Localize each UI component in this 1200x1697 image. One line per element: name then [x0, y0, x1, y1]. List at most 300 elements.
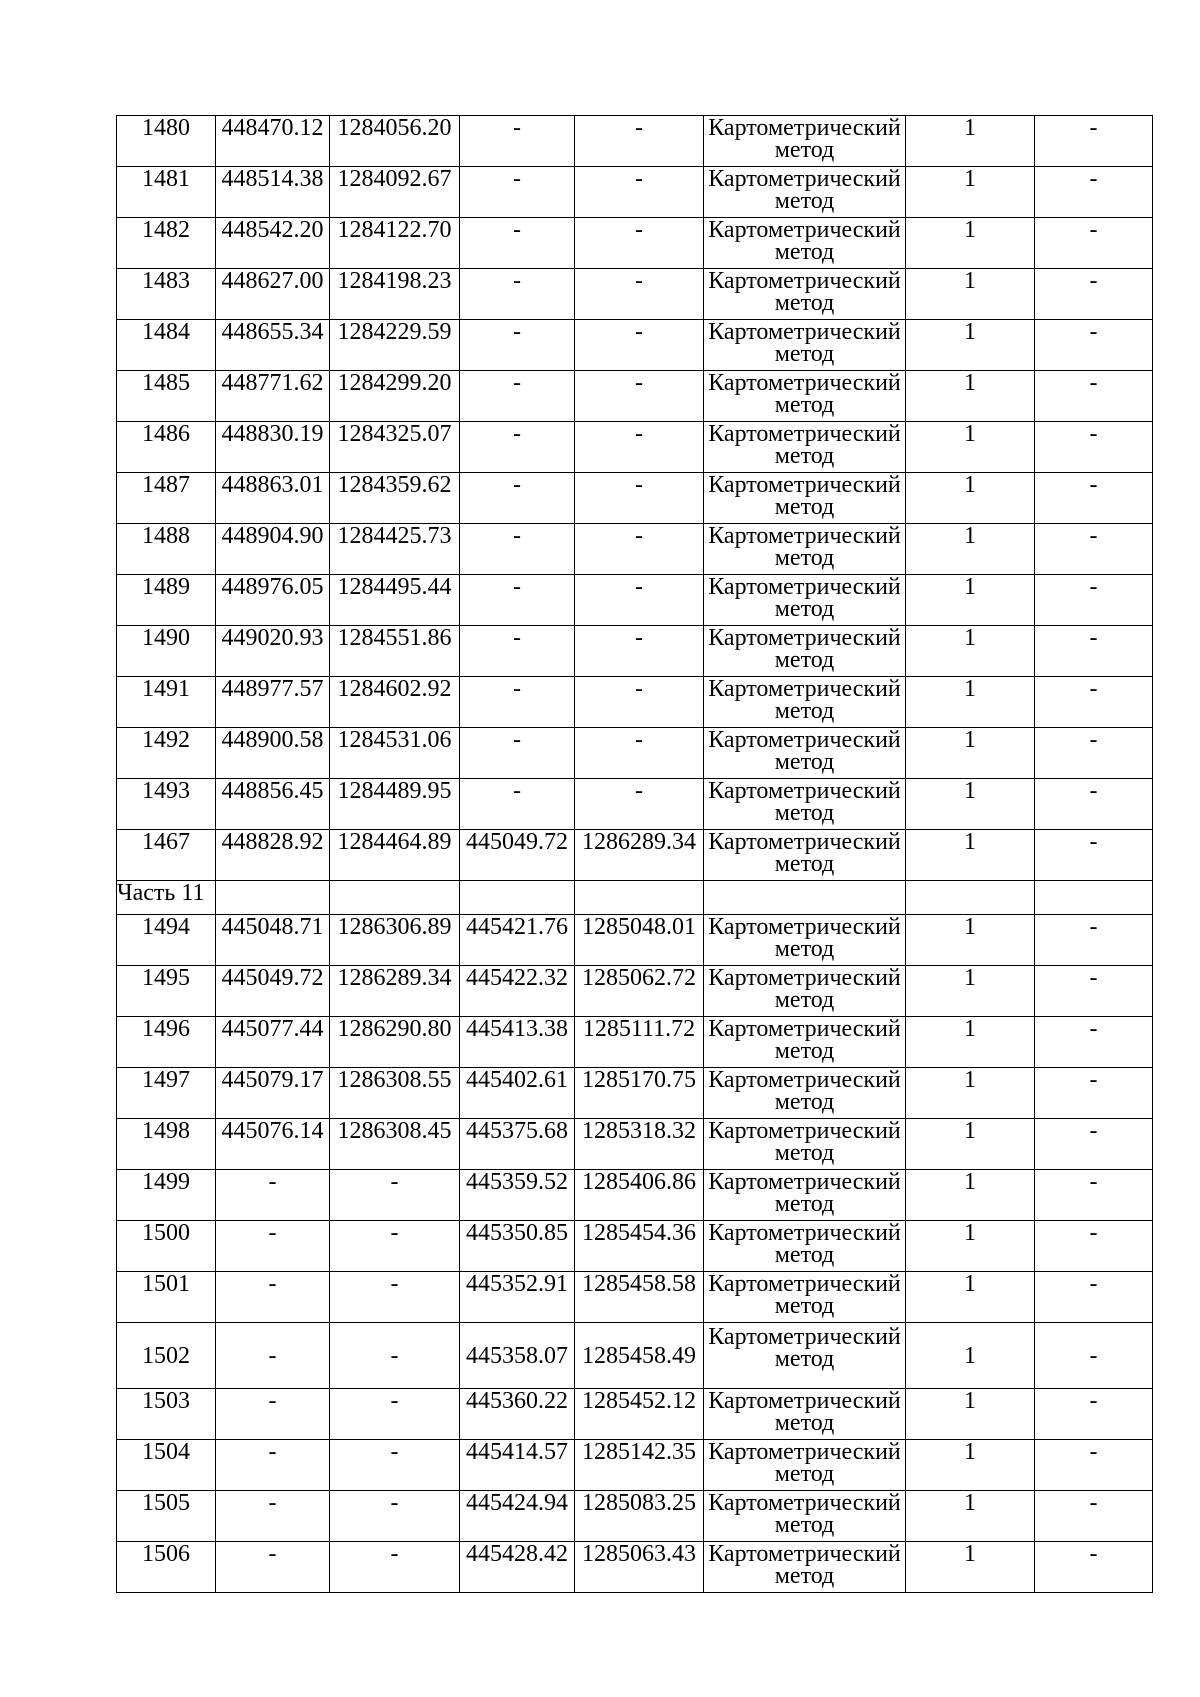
- table-row: [117, 167, 1153, 218]
- precision-cell: 1: [906, 1491, 1035, 1542]
- x-new-cell: 445359.52: [460, 1170, 575, 1221]
- empty-cell: [575, 881, 704, 915]
- point-number-cell: 1491: [117, 677, 216, 728]
- precision-cell: 1: [906, 626, 1035, 677]
- note-cell: -: [1035, 371, 1153, 422]
- method-line-1: Картометрический: [708, 914, 901, 940]
- method-cell: [704, 575, 906, 626]
- method-cell: [704, 1440, 906, 1491]
- precision-cell: 1: [906, 677, 1035, 728]
- y-old-cell: 1284551.86: [330, 626, 460, 677]
- note-cell: -: [1035, 269, 1153, 320]
- y-new-cell: 1285170.75: [575, 1068, 704, 1119]
- x-new-cell: -: [460, 677, 575, 728]
- table-row: [117, 218, 1153, 269]
- table-row: [117, 1389, 1153, 1440]
- x-new-cell: 445358.07: [460, 1323, 575, 1389]
- y-new-cell: 1285142.35: [575, 1440, 704, 1491]
- point-number-cell: 1480: [117, 116, 216, 167]
- x-old-cell: 445076.14: [216, 1119, 330, 1170]
- method-cell: [704, 966, 906, 1017]
- x-new-cell: -: [460, 167, 575, 218]
- y-new-cell: 1285063.43: [575, 1542, 704, 1593]
- x-new-cell: 445414.57: [460, 1440, 575, 1491]
- method-line-1: Картометрический: [708, 574, 901, 600]
- method-line-2: метод: [774, 1140, 835, 1166]
- method-cell: [704, 473, 906, 524]
- x-old-cell: -: [216, 1323, 330, 1389]
- method-line-2: метод: [774, 800, 835, 826]
- y-old-cell: 1286306.89: [330, 915, 460, 966]
- point-number-cell: 1485: [117, 371, 216, 422]
- precision-cell: 1: [906, 116, 1035, 167]
- point-number-cell: 1506: [117, 1542, 216, 1593]
- table-section-row: [117, 881, 1153, 915]
- method-line-2: метод: [774, 647, 835, 673]
- method-cell: [704, 626, 906, 677]
- method-line-1: Картометрический: [708, 829, 901, 855]
- method-line-2: метод: [774, 545, 835, 571]
- method-line-1: Картометрический: [708, 115, 901, 141]
- y-new-cell: -: [575, 473, 704, 524]
- method-cell: [704, 524, 906, 575]
- empty-cell: [1035, 881, 1153, 915]
- method-line-2: метод: [774, 1191, 835, 1217]
- point-number-cell: 1484: [117, 320, 216, 371]
- precision-cell: 1: [906, 1323, 1035, 1389]
- table-row: [117, 966, 1153, 1017]
- y-new-cell: 1285111.72: [575, 1017, 704, 1068]
- y-old-cell: -: [330, 1221, 460, 1272]
- precision-cell: 1: [906, 269, 1035, 320]
- note-cell: -: [1035, 1017, 1153, 1068]
- x-new-cell: 445360.22: [460, 1389, 575, 1440]
- point-number-cell: 1498: [117, 1119, 216, 1170]
- point-number-cell: 1467: [117, 830, 216, 881]
- note-cell: -: [1035, 830, 1153, 881]
- method-line-1: Картометрический: [708, 1067, 901, 1093]
- y-new-cell: -: [575, 422, 704, 473]
- table-row: [117, 728, 1153, 779]
- y-old-cell: 1284092.67: [330, 167, 460, 218]
- y-old-cell: 1284495.44: [330, 575, 460, 626]
- method-line-1: Картометрический: [708, 1220, 901, 1246]
- point-number-cell: 1483: [117, 269, 216, 320]
- method-line-1: Картометрический: [708, 472, 901, 498]
- method-line-2: метод: [774, 1563, 835, 1589]
- method-line-1: Картометрический: [708, 421, 901, 447]
- method-line-2: метод: [774, 341, 835, 367]
- x-new-cell: 445428.42: [460, 1542, 575, 1593]
- method-cell: [704, 167, 906, 218]
- x-new-cell: 445413.38: [460, 1017, 575, 1068]
- method-cell: [704, 269, 906, 320]
- note-cell: -: [1035, 1221, 1153, 1272]
- y-new-cell: 1285458.58: [575, 1272, 704, 1323]
- section-label: Часть 11: [117, 881, 216, 915]
- precision-cell: 1: [906, 1170, 1035, 1221]
- x-old-cell: 448830.19: [216, 422, 330, 473]
- method-cell: [704, 1491, 906, 1542]
- point-number-cell: 1493: [117, 779, 216, 830]
- x-new-cell: -: [460, 728, 575, 779]
- note-cell: -: [1035, 1323, 1153, 1389]
- method-line-1: Картометрический: [708, 778, 901, 804]
- method-cell: [704, 1068, 906, 1119]
- x-old-cell: 449020.93: [216, 626, 330, 677]
- x-new-cell: 445421.76: [460, 915, 575, 966]
- table-row: [117, 1119, 1153, 1170]
- note-cell: -: [1035, 1068, 1153, 1119]
- precision-cell: 1: [906, 830, 1035, 881]
- method-cell: [704, 1323, 906, 1389]
- point-number-cell: 1481: [117, 167, 216, 218]
- precision-cell: 1: [906, 966, 1035, 1017]
- method-line-1: Картометрический: [708, 1324, 901, 1350]
- table-row: [117, 269, 1153, 320]
- y-old-cell: 1284359.62: [330, 473, 460, 524]
- point-number-cell: 1501: [117, 1272, 216, 1323]
- x-new-cell: 445350.85: [460, 1221, 575, 1272]
- method-line-2: метод: [774, 239, 835, 265]
- method-line-1: Картометрический: [708, 268, 901, 294]
- x-old-cell: 448856.45: [216, 779, 330, 830]
- note-cell: -: [1035, 1119, 1153, 1170]
- point-number-cell: 1482: [117, 218, 216, 269]
- point-number-cell: 1503: [117, 1389, 216, 1440]
- y-old-cell: 1284122.70: [330, 218, 460, 269]
- y-new-cell: 1285452.12: [575, 1389, 704, 1440]
- x-new-cell: -: [460, 320, 575, 371]
- point-number-cell: 1486: [117, 422, 216, 473]
- note-cell: -: [1035, 626, 1153, 677]
- method-cell: [704, 1221, 906, 1272]
- method-line-1: Картометрический: [708, 1388, 901, 1414]
- point-number-cell: 1495: [117, 966, 216, 1017]
- table-row: [117, 677, 1153, 728]
- precision-cell: 1: [906, 1389, 1035, 1440]
- x-new-cell: 445352.91: [460, 1272, 575, 1323]
- note-cell: -: [1035, 1389, 1153, 1440]
- method-line-1: Картометрический: [708, 1118, 901, 1144]
- method-line-2: метод: [774, 1242, 835, 1268]
- precision-cell: 1: [906, 1017, 1035, 1068]
- method-cell: [704, 1272, 906, 1323]
- method-line-1: Картометрический: [708, 676, 901, 702]
- method-cell: [704, 1170, 906, 1221]
- x-old-cell: 448655.34: [216, 320, 330, 371]
- table-row: [117, 320, 1153, 371]
- table-body: [117, 116, 1153, 1593]
- method-line-1: Картометрический: [708, 1169, 901, 1195]
- precision-cell: 1: [906, 1068, 1035, 1119]
- x-new-cell: -: [460, 779, 575, 830]
- x-old-cell: 448863.01: [216, 473, 330, 524]
- x-old-cell: 445048.71: [216, 915, 330, 966]
- y-old-cell: 1284464.89: [330, 830, 460, 881]
- point-number-cell: 1490: [117, 626, 216, 677]
- empty-cell: [460, 881, 575, 915]
- note-cell: -: [1035, 966, 1153, 1017]
- precision-cell: 1: [906, 1440, 1035, 1491]
- x-new-cell: 445375.68: [460, 1119, 575, 1170]
- table-row: [117, 779, 1153, 830]
- method-cell: [704, 830, 906, 881]
- x-new-cell: -: [460, 371, 575, 422]
- empty-cell: [330, 881, 460, 915]
- point-number-cell: 1496: [117, 1017, 216, 1068]
- y-old-cell: 1284489.95: [330, 779, 460, 830]
- table-row: [117, 371, 1153, 422]
- coordinates-table: [116, 115, 1153, 1593]
- y-old-cell: -: [330, 1491, 460, 1542]
- method-line-1: Картометрический: [708, 523, 901, 549]
- precision-cell: 1: [906, 524, 1035, 575]
- note-cell: -: [1035, 1170, 1153, 1221]
- note-cell: -: [1035, 218, 1153, 269]
- precision-cell: 1: [906, 167, 1035, 218]
- method-line-2: метод: [774, 698, 835, 724]
- point-number-cell: 1487: [117, 473, 216, 524]
- method-line-2: метод: [774, 1512, 835, 1538]
- y-new-cell: -: [575, 320, 704, 371]
- method-cell: [704, 371, 906, 422]
- y-new-cell: -: [575, 728, 704, 779]
- method-cell: [704, 677, 906, 728]
- y-new-cell: -: [575, 218, 704, 269]
- x-new-cell: 445402.61: [460, 1068, 575, 1119]
- method-line-2: метод: [774, 987, 835, 1013]
- table-row: [117, 1542, 1153, 1593]
- x-new-cell: -: [460, 626, 575, 677]
- method-line-1: Картометрический: [708, 166, 901, 192]
- x-new-cell: -: [460, 473, 575, 524]
- method-line-2: метод: [774, 392, 835, 418]
- x-old-cell: 445049.72: [216, 966, 330, 1017]
- precision-cell: 1: [906, 1221, 1035, 1272]
- method-line-2: метод: [774, 1089, 835, 1115]
- method-line-2: метод: [774, 851, 835, 877]
- y-new-cell: -: [575, 626, 704, 677]
- point-number-cell: 1489: [117, 575, 216, 626]
- note-cell: -: [1035, 1272, 1153, 1323]
- x-old-cell: 445077.44: [216, 1017, 330, 1068]
- method-line-1: Картометрический: [708, 625, 901, 651]
- x-old-cell: -: [216, 1272, 330, 1323]
- method-cell: [704, 1389, 906, 1440]
- y-old-cell: -: [330, 1170, 460, 1221]
- y-new-cell: -: [575, 677, 704, 728]
- point-number-cell: 1492: [117, 728, 216, 779]
- y-old-cell: 1284325.07: [330, 422, 460, 473]
- method-line-2: метод: [774, 188, 835, 214]
- x-old-cell: -: [216, 1491, 330, 1542]
- note-cell: -: [1035, 473, 1153, 524]
- note-cell: -: [1035, 677, 1153, 728]
- method-line-2: метод: [774, 749, 835, 775]
- x-new-cell: -: [460, 422, 575, 473]
- precision-cell: 1: [906, 1272, 1035, 1323]
- table-row: [117, 1017, 1153, 1068]
- method-line-1: Картометрический: [708, 727, 901, 753]
- table-row: [117, 1221, 1153, 1272]
- precision-cell: 1: [906, 422, 1035, 473]
- x-old-cell: -: [216, 1221, 330, 1272]
- method-line-1: Картометрический: [708, 1439, 901, 1465]
- x-new-cell: -: [460, 524, 575, 575]
- table-row: [117, 116, 1153, 167]
- point-number-cell: 1502: [117, 1323, 216, 1389]
- method-line-2: метод: [774, 1038, 835, 1064]
- precision-cell: 1: [906, 575, 1035, 626]
- y-old-cell: 1286308.45: [330, 1119, 460, 1170]
- note-cell: -: [1035, 167, 1153, 218]
- note-cell: -: [1035, 1440, 1153, 1491]
- x-new-cell: -: [460, 575, 575, 626]
- x-old-cell: -: [216, 1440, 330, 1491]
- table-row: [117, 473, 1153, 524]
- y-new-cell: -: [575, 371, 704, 422]
- note-cell: -: [1035, 116, 1153, 167]
- x-old-cell: 448771.62: [216, 371, 330, 422]
- y-new-cell: 1285318.32: [575, 1119, 704, 1170]
- y-new-cell: -: [575, 524, 704, 575]
- y-new-cell: -: [575, 167, 704, 218]
- table-row: [117, 1440, 1153, 1491]
- method-cell: [704, 218, 906, 269]
- x-old-cell: 448514.38: [216, 167, 330, 218]
- method-cell: [704, 728, 906, 779]
- method-line-2: метод: [774, 1410, 835, 1436]
- y-old-cell: 1286289.34: [330, 966, 460, 1017]
- y-old-cell: -: [330, 1440, 460, 1491]
- method-line-1: Картометрический: [708, 1541, 901, 1567]
- method-line-1: Картометрический: [708, 1016, 901, 1042]
- note-cell: -: [1035, 1542, 1153, 1593]
- precision-cell: 1: [906, 473, 1035, 524]
- point-number-cell: 1497: [117, 1068, 216, 1119]
- method-line-2: метод: [774, 1293, 835, 1319]
- method-cell: [704, 320, 906, 371]
- y-new-cell: -: [575, 116, 704, 167]
- x-old-cell: -: [216, 1389, 330, 1440]
- method-line-1: Картометрический: [708, 1490, 901, 1516]
- precision-cell: 1: [906, 915, 1035, 966]
- x-old-cell: 445079.17: [216, 1068, 330, 1119]
- y-old-cell: -: [330, 1389, 460, 1440]
- point-number-cell: 1494: [117, 915, 216, 966]
- method-line-2: метод: [774, 1346, 835, 1372]
- method-line-2: метод: [774, 494, 835, 520]
- x-new-cell: -: [460, 116, 575, 167]
- x-new-cell: 445422.32: [460, 966, 575, 1017]
- x-old-cell: 448904.90: [216, 524, 330, 575]
- y-old-cell: 1284056.20: [330, 116, 460, 167]
- y-old-cell: -: [330, 1323, 460, 1389]
- point-number-cell: 1500: [117, 1221, 216, 1272]
- note-cell: -: [1035, 1491, 1153, 1542]
- y-old-cell: -: [330, 1272, 460, 1323]
- method-cell: [704, 422, 906, 473]
- x-new-cell: 445424.94: [460, 1491, 575, 1542]
- y-old-cell: 1284198.23: [330, 269, 460, 320]
- method-line-1: Картометрический: [708, 319, 901, 345]
- table-row: [117, 575, 1153, 626]
- method-line-1: Картометрический: [708, 217, 901, 243]
- y-new-cell: 1285048.01: [575, 915, 704, 966]
- table-row: [117, 830, 1153, 881]
- precision-cell: 1: [906, 1119, 1035, 1170]
- x-old-cell: -: [216, 1542, 330, 1593]
- note-cell: -: [1035, 915, 1153, 966]
- precision-cell: 1: [906, 779, 1035, 830]
- precision-cell: 1: [906, 320, 1035, 371]
- x-old-cell: 448542.20: [216, 218, 330, 269]
- note-cell: -: [1035, 575, 1153, 626]
- y-old-cell: -: [330, 1542, 460, 1593]
- precision-cell: 1: [906, 1542, 1035, 1593]
- x-old-cell: 448828.92: [216, 830, 330, 881]
- note-cell: -: [1035, 422, 1153, 473]
- x-old-cell: 448470.12: [216, 116, 330, 167]
- method-line-1: Картометрический: [708, 1271, 901, 1297]
- y-old-cell: 1284531.06: [330, 728, 460, 779]
- empty-cell: [216, 881, 330, 915]
- y-new-cell: 1286289.34: [575, 830, 704, 881]
- method-line-2: метод: [774, 290, 835, 316]
- y-old-cell: 1284299.20: [330, 371, 460, 422]
- table-row: [117, 422, 1153, 473]
- empty-cell: [704, 881, 906, 915]
- y-new-cell: -: [575, 575, 704, 626]
- x-new-cell: -: [460, 269, 575, 320]
- y-new-cell: -: [575, 269, 704, 320]
- note-cell: -: [1035, 728, 1153, 779]
- table-row: [117, 1323, 1153, 1389]
- y-old-cell: 1284229.59: [330, 320, 460, 371]
- y-old-cell: 1284602.92: [330, 677, 460, 728]
- note-cell: -: [1035, 320, 1153, 371]
- method-line-1: Картометрический: [708, 965, 901, 991]
- x-new-cell: 445049.72: [460, 830, 575, 881]
- y-new-cell: 1285406.86: [575, 1170, 704, 1221]
- y-new-cell: 1285458.49: [575, 1323, 704, 1389]
- y-old-cell: 1286290.80: [330, 1017, 460, 1068]
- table-row: [117, 1068, 1153, 1119]
- point-number-cell: 1488: [117, 524, 216, 575]
- method-line-1: Картометрический: [708, 370, 901, 396]
- method-cell: [704, 1542, 906, 1593]
- method-line-2: метод: [774, 1461, 835, 1487]
- x-old-cell: 448976.05: [216, 575, 330, 626]
- y-new-cell: 1285083.25: [575, 1491, 704, 1542]
- method-line-2: метод: [774, 137, 835, 163]
- method-line-2: метод: [774, 596, 835, 622]
- point-number-cell: 1504: [117, 1440, 216, 1491]
- method-cell: [704, 116, 906, 167]
- point-number-cell: 1499: [117, 1170, 216, 1221]
- y-old-cell: 1284425.73: [330, 524, 460, 575]
- note-cell: -: [1035, 524, 1153, 575]
- note-cell: -: [1035, 779, 1153, 830]
- y-new-cell: 1285454.36: [575, 1221, 704, 1272]
- y-new-cell: 1285062.72: [575, 966, 704, 1017]
- method-cell: [704, 1119, 906, 1170]
- table-row: [117, 1170, 1153, 1221]
- x-new-cell: -: [460, 218, 575, 269]
- method-cell: [704, 779, 906, 830]
- method-cell: [704, 1017, 906, 1068]
